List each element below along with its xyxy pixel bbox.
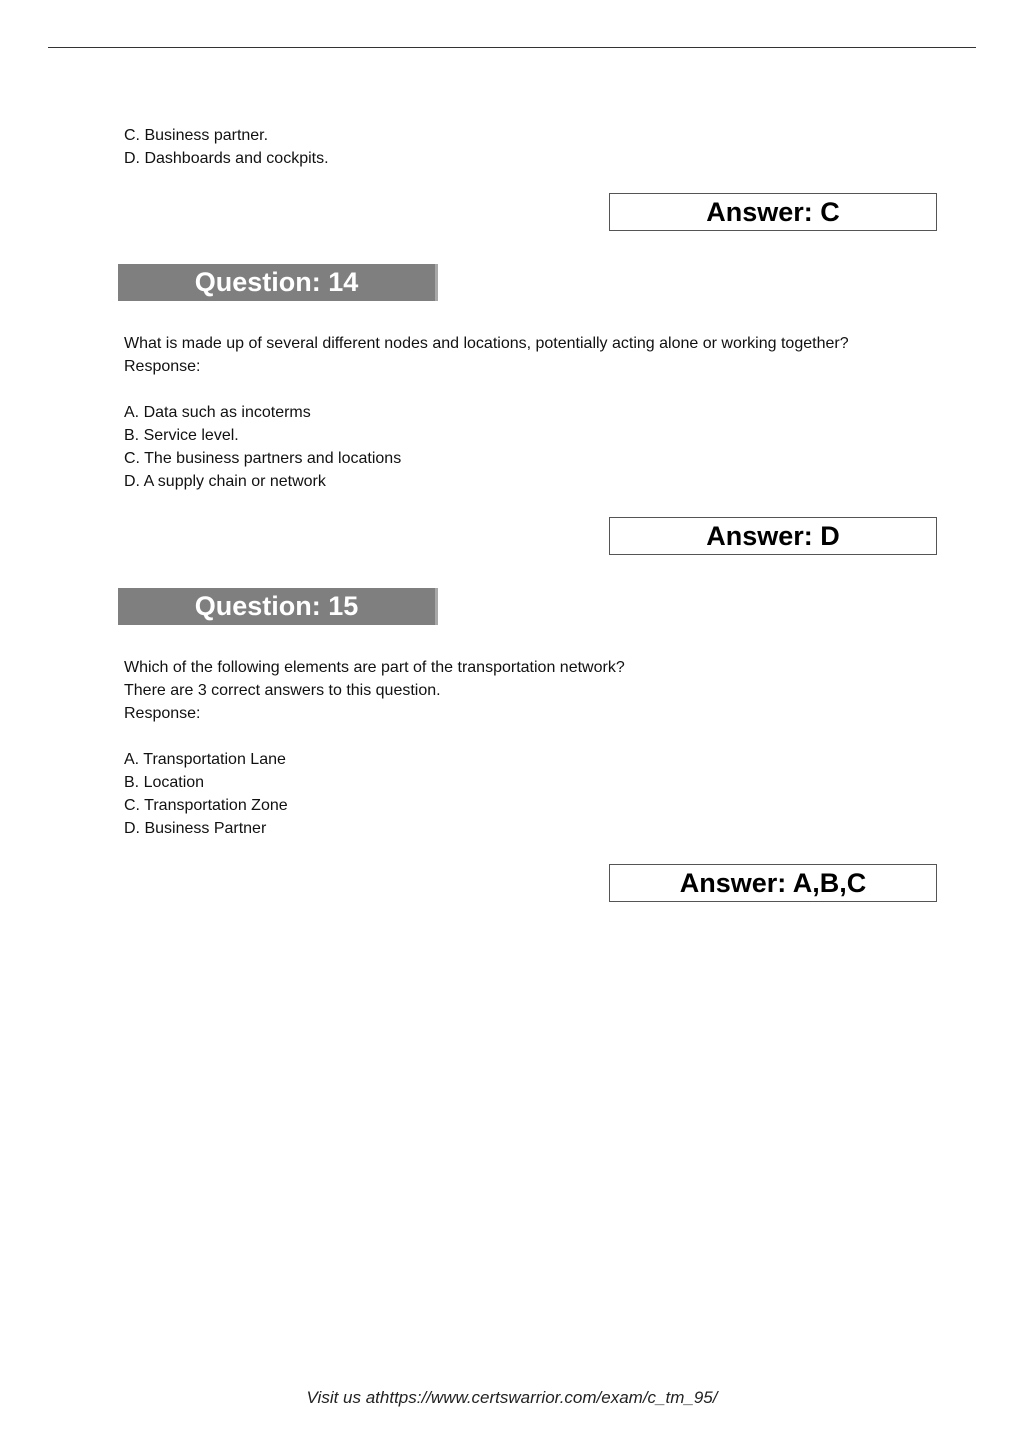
question-14-option-d: D. A supply chain or network xyxy=(124,473,326,490)
prev-option-d: D. Dashboards and cockpits. xyxy=(124,150,329,167)
question-14-response-label: Response: xyxy=(124,358,201,375)
question-14-option-c: C. The business partners and locations xyxy=(124,450,402,467)
answer-box-14: Answer: D xyxy=(609,517,937,555)
question-14-header: Question: 14 xyxy=(118,264,438,301)
question-15-response-label: Response: xyxy=(124,705,201,722)
question-15-option-b: B. Location xyxy=(124,774,205,791)
prev-option-c: C. Business partner. xyxy=(124,127,269,144)
question-15-option-a: A. Transportation Lane xyxy=(124,751,286,768)
question-14-option-a: A. Data such as incoterms xyxy=(124,404,311,421)
question-14-option-b: B. Service level. xyxy=(124,427,239,444)
footer-link-text[interactable]: Visit us athttps://www.certswarrior.com/exam/c_tm_95/ xyxy=(306,1388,718,1407)
answer-box-13: Answer: C xyxy=(609,193,937,231)
answer-box-15: Answer: A,B,C xyxy=(609,864,937,902)
question-15-option-c: C. Transportation Zone xyxy=(124,797,288,814)
question-15-prompt: Which of the following elements are part of the transportation network? xyxy=(124,659,625,676)
header-divider xyxy=(48,47,976,48)
question-15-header: Question: 15 xyxy=(118,588,438,625)
question-14-prompt: What is made up of several different nodes and locations, potentially acting alone or working together? xyxy=(124,335,849,352)
question-15-note: There are 3 correct answers to this question. xyxy=(124,682,441,699)
question-15-option-d: D. Business Partner xyxy=(124,820,267,837)
